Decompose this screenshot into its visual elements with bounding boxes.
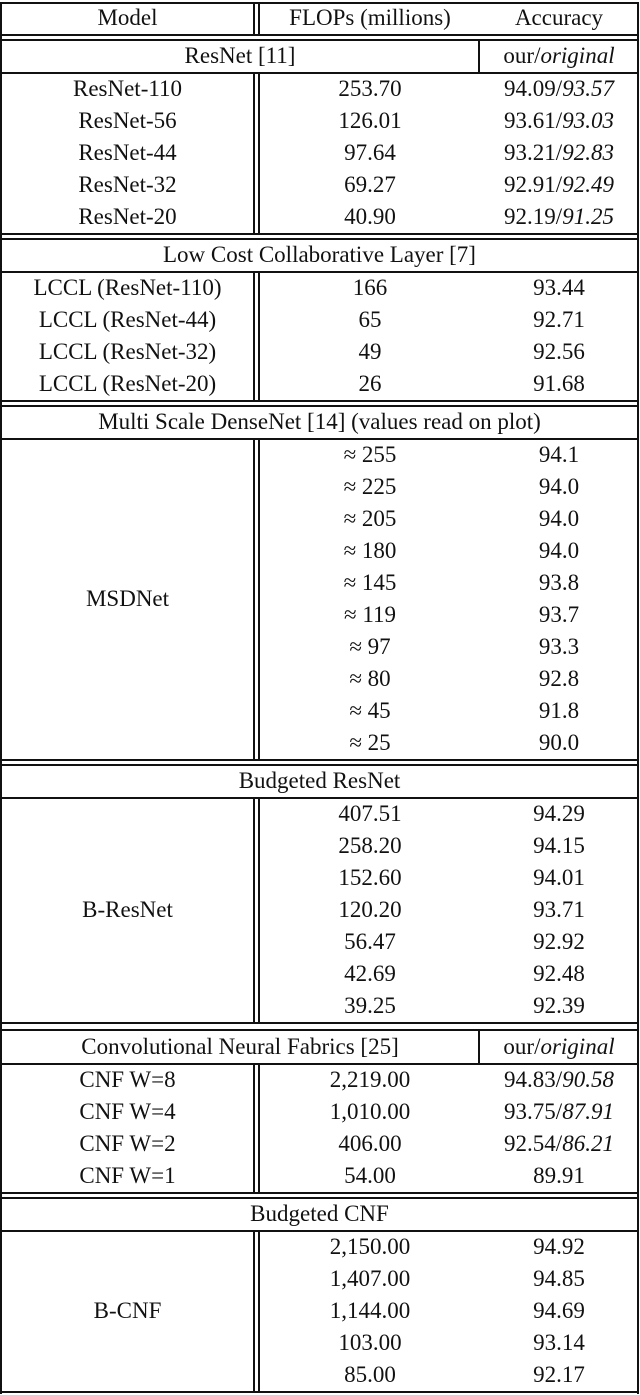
section-title-budgeted-cnf: Budgeted CNF xyxy=(250,1201,389,1226)
flops-cell: 1,144.00 xyxy=(329,1298,411,1323)
accuracy-cell xyxy=(480,169,638,201)
header-double-rule-b xyxy=(258,2,260,34)
model-cell: LCCL (ResNet-44) xyxy=(38,307,217,332)
accuracy-cell xyxy=(480,73,638,105)
flops-cell: 258.20 xyxy=(338,833,402,858)
model-cell: ResNet-110 xyxy=(72,76,182,101)
accuracy-cell: 92.17 xyxy=(533,1362,585,1387)
accuracy-original: 86.21 xyxy=(562,1131,614,1156)
model-cell: LCCL (ResNet-110) xyxy=(33,275,222,300)
accuracy-cell: 93.71 xyxy=(533,897,585,922)
accuracy-cell: 94.0 xyxy=(538,506,580,531)
accuracy-our: 93.21/ xyxy=(504,140,563,165)
accuracy-our: 94.83/ xyxy=(504,1067,563,1092)
section-bottom-rule xyxy=(1,759,638,761)
flops-cell: 97.64 xyxy=(344,140,396,165)
flops-cell: ≈ 255 xyxy=(343,442,397,467)
subheader-our-original xyxy=(480,1031,638,1063)
accuracy-cell: 94.15 xyxy=(533,833,585,858)
accuracy-cell: 91.8 xyxy=(538,698,580,723)
header-double-rule-a xyxy=(253,2,255,34)
subheader-original: original xyxy=(540,1034,615,1059)
accuracy-cell: 94.29 xyxy=(533,801,585,826)
section-title-cnf: Convolutional Neural Fabrics [25] xyxy=(81,1034,399,1059)
accuracy-original: 87.91 xyxy=(562,1099,614,1124)
flops-cell: 120.20 xyxy=(338,897,402,922)
accuracy-cell: 92.56 xyxy=(533,339,585,364)
flops-cell: ≈ 119 xyxy=(343,602,397,627)
accuracy-cell: 92.8 xyxy=(538,666,580,691)
model-cell: ResNet-32 xyxy=(78,172,177,197)
flops-cell: 26 xyxy=(358,371,382,396)
section-title-msdnet: Multi Scale DenseNet [14] (values read on plot) xyxy=(98,409,541,434)
flops-cell: 54.00 xyxy=(344,1163,396,1188)
accuracy-cell: 94.69 xyxy=(533,1298,585,1323)
section-bottom-rule xyxy=(1,233,638,235)
subheader-original: original xyxy=(540,43,615,68)
accuracy-original: 90.58 xyxy=(562,1067,614,1092)
model-cell: CNF W=1 xyxy=(79,1163,176,1188)
section-bottom-rule xyxy=(1,1192,638,1194)
table-bottom-rule xyxy=(1,1391,638,1393)
accuracy-our: 94.09/ xyxy=(504,76,563,101)
flops-cell: ≈ 80 xyxy=(349,666,391,691)
model-cell: CNF W=4 xyxy=(79,1099,176,1124)
flops-cell: ≈ 97 xyxy=(349,634,391,659)
flops-cell: 49 xyxy=(358,339,382,364)
accuracy-cell: 94.0 xyxy=(538,474,580,499)
accuracy-our: 93.75/ xyxy=(504,1099,563,1124)
header-flops: FLOPs (millions) xyxy=(289,5,451,30)
accuracy-our: 92.91/ xyxy=(504,172,563,197)
accuracy-cell: 93.44 xyxy=(533,275,585,300)
flops-cell: 126.01 xyxy=(338,108,402,133)
flops-cell: 40.90 xyxy=(344,204,396,229)
accuracy-cell: 93.3 xyxy=(538,634,580,659)
flops-cell: ≈ 145 xyxy=(343,570,397,595)
accuracy-original: 93.03 xyxy=(562,108,614,133)
model-cell: CNF W=2 xyxy=(79,1131,176,1156)
accuracy-original: 92.83 xyxy=(562,140,614,165)
accuracy-cell xyxy=(480,1096,638,1128)
model-cell: ResNet-44 xyxy=(78,140,177,165)
flops-cell: 65 xyxy=(358,307,382,332)
flops-cell: 2,219.00 xyxy=(329,1067,411,1092)
header-accuracy: Accuracy xyxy=(514,5,604,30)
accuracy-our: 92.54/ xyxy=(504,1131,563,1156)
flops-cell: 2,150.00 xyxy=(329,1234,411,1259)
flops-cell: ≈ 45 xyxy=(349,698,391,723)
flops-cell: 253.70 xyxy=(338,76,402,101)
accuracy-cell: 94.01 xyxy=(533,865,585,890)
flops-cell: 85.00 xyxy=(344,1362,396,1387)
accuracy-cell: 89.91 xyxy=(533,1163,585,1188)
flops-cell: 103.00 xyxy=(338,1330,402,1355)
model-cell: CNF W=8 xyxy=(79,1067,176,1092)
header-bottom-rule xyxy=(1,34,638,36)
accuracy-original: 91.25 xyxy=(562,204,614,229)
flops-cell: 1,407.00 xyxy=(329,1266,411,1291)
accuracy-cell xyxy=(480,105,638,137)
section-bottom-rule xyxy=(1,1022,638,1024)
accuracy-cell: 93.7 xyxy=(538,602,580,627)
model-cell: ResNet-56 xyxy=(78,108,177,133)
accuracy-original: 93.57 xyxy=(562,76,614,101)
flops-cell: 39.25 xyxy=(344,993,396,1018)
section-title-resnet: ResNet [11] xyxy=(184,43,296,68)
model-cell: ResNet-20 xyxy=(78,204,177,229)
subheader-our: our/ xyxy=(503,43,541,68)
model-cell: LCCL (ResNet-32) xyxy=(38,339,217,364)
accuracy-cell: 91.68 xyxy=(533,371,585,396)
accuracy-cell: 94.1 xyxy=(538,442,580,467)
section-title-budgeted-resnet: Budgeted ResNet xyxy=(238,768,401,793)
flops-cell: 42.69 xyxy=(344,961,396,986)
flops-cell: ≈ 225 xyxy=(343,474,397,499)
flops-cell: 69.27 xyxy=(344,172,396,197)
section-bottom-rule xyxy=(1,400,638,402)
section-title-lccl: Low Cost Collaborative Layer [7] xyxy=(163,242,476,267)
flops-cell: 406.00 xyxy=(338,1131,402,1156)
accuracy-our: 93.61/ xyxy=(504,108,563,133)
group-model-b-resnet: B-ResNet xyxy=(82,897,173,922)
model-cell: LCCL (ResNet-20) xyxy=(38,371,217,396)
accuracy-cell xyxy=(480,1064,638,1096)
accuracy-cell: 92.71 xyxy=(533,307,585,332)
flops-cell: ≈ 205 xyxy=(343,506,397,531)
group-model-msdnet: MSDNet xyxy=(85,586,170,611)
flops-cell: 407.51 xyxy=(338,801,402,826)
group-model-b-cnf: B-CNF xyxy=(93,1298,162,1323)
accuracy-cell: 93.8 xyxy=(538,570,580,595)
flops-cell: 166 xyxy=(352,275,388,300)
accuracy-our: 92.19/ xyxy=(504,204,563,229)
accuracy-cell xyxy=(480,1128,638,1160)
accuracy-cell: 92.48 xyxy=(533,961,585,986)
accuracy-cell: 94.0 xyxy=(538,538,580,563)
accuracy-cell: 90.0 xyxy=(538,730,580,755)
flops-cell: ≈ 25 xyxy=(349,730,391,755)
accuracy-cell xyxy=(480,137,638,169)
header-model: Model xyxy=(97,5,158,30)
accuracy-cell: 92.92 xyxy=(533,929,585,954)
accuracy-cell: 93.14 xyxy=(533,1330,585,1355)
accuracy-original: 92.49 xyxy=(562,172,614,197)
accuracy-cell: 94.85 xyxy=(533,1266,585,1291)
flops-cell: ≈ 180 xyxy=(343,538,397,563)
subheader-our: our/ xyxy=(503,1034,541,1059)
flops-cell: 56.47 xyxy=(344,929,396,954)
subheader-our-original xyxy=(480,40,638,72)
accuracy-cell xyxy=(480,201,638,233)
flops-cell: 1,010.00 xyxy=(329,1099,411,1124)
accuracy-cell: 92.39 xyxy=(533,993,585,1018)
accuracy-cell: 94.92 xyxy=(533,1234,585,1259)
flops-cell: 152.60 xyxy=(338,865,402,890)
